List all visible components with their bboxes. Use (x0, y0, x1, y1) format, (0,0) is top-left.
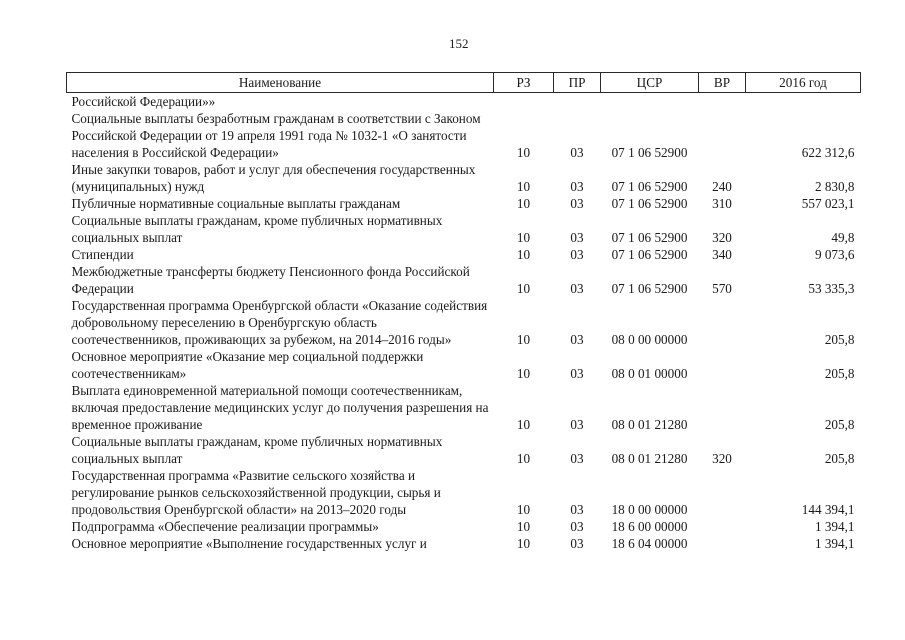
row-amount: 205,8 (824, 366, 855, 381)
table-row (67, 297, 861, 348)
row-csr: 07 1 06 52900 (611, 247, 688, 262)
row-name: Иные закупки товаров, работ и услуг для обеспечения государственных (муниципальных) нужд (71, 162, 476, 194)
row-rz (494, 93, 554, 111)
row-rz: 10 (516, 519, 531, 534)
table-row (67, 93, 861, 111)
row-rz: 10 (516, 366, 531, 381)
row-pr: 03 (570, 502, 584, 517)
row-csr: 07 1 06 52900 (611, 230, 688, 245)
row-amount: 205,8 (824, 451, 855, 466)
row-csr: 07 1 06 52900 (611, 179, 688, 194)
row-pr: 03 (570, 145, 584, 160)
row-csr: 07 1 06 52900 (611, 281, 688, 296)
row-pr: 03 (570, 196, 584, 211)
row-pr: 03 (570, 536, 584, 551)
page-number: 152 (449, 36, 469, 51)
row-rz: 10 (516, 417, 531, 432)
table-row (67, 535, 861, 552)
row-vr (699, 467, 746, 518)
row-name: Социальные выплаты гражданам, кроме публичных нормативных социальных выплат (71, 213, 443, 245)
row-vr: 340 (712, 247, 732, 262)
row-name: Подпрограмма «Обеспечение реализации программы» (71, 519, 379, 534)
row-pr: 03 (570, 281, 584, 296)
row-amount: 53 335,3 (808, 281, 855, 296)
row-csr: 18 6 04 00000 (611, 536, 688, 551)
row-pr: 03 (570, 519, 584, 534)
row-name: Публичные нормативные социальные выплаты гражданам (71, 196, 401, 211)
row-vr (699, 535, 746, 552)
row-name: Межбюджетные трансферты бюджету Пенсионного фонда Российской Федерации (71, 264, 470, 296)
table-row (67, 195, 861, 212)
row-csr: 07 1 06 52900 (611, 145, 688, 160)
header-pr: ПР (554, 73, 601, 93)
row-name: Стипендии (71, 247, 134, 262)
row-vr (699, 382, 746, 433)
row-amount: 557 023,1 (801, 196, 855, 211)
row-vr: 240 (712, 179, 732, 194)
row-pr: 03 (570, 417, 584, 432)
table-row (67, 110, 861, 161)
table-row (67, 212, 861, 246)
row-csr: 08 0 01 00000 (611, 366, 688, 381)
row-pr: 03 (570, 366, 584, 381)
header-vr: ВР (699, 73, 746, 93)
row-csr: 08 0 01 21280 (611, 417, 688, 432)
row-vr: 570 (712, 281, 732, 296)
table-row (67, 246, 861, 263)
row-pr: 03 (570, 247, 584, 262)
row-name: Государственная программа «Развитие сельского хозяйства и регулирование рынков сельскохозяйственной продукции, сырья и продовольствия Оренбургской области» на 2013–2020 годы (71, 468, 441, 517)
row-amount: 1 394,1 (814, 536, 855, 551)
row-amount: 2 830,8 (814, 179, 855, 194)
row-amount: 205,8 (824, 417, 855, 432)
row-csr: 18 6 00 00000 (611, 519, 688, 534)
row-pr: 03 (570, 230, 584, 245)
row-vr: 320 (712, 230, 732, 245)
row-rz: 10 (516, 536, 531, 551)
header-name: Наименование (67, 73, 494, 93)
row-rz: 10 (516, 230, 531, 245)
row-csr (601, 93, 699, 111)
row-csr: 08 0 00 00000 (611, 332, 688, 347)
table-row (67, 433, 861, 467)
row-csr: 08 0 01 21280 (611, 451, 688, 466)
row-vr (699, 518, 746, 535)
row-pr: 03 (570, 332, 584, 347)
row-rz: 10 (516, 196, 531, 211)
row-rz: 10 (516, 179, 531, 194)
row-vr (699, 110, 746, 161)
table-row (67, 518, 861, 535)
row-name: Выплата единовременной материальной помощи соотечественникам, включая предоставление медицинских услуг до получения разрешения на временное проживание (71, 383, 489, 432)
row-pr: 03 (570, 451, 584, 466)
row-rz: 10 (516, 145, 531, 160)
table-body (67, 93, 861, 553)
row-name: Социальные выплаты гражданам, кроме публичных нормативных социальных выплат (71, 434, 443, 466)
row-vr: 320 (712, 451, 732, 466)
row-pr: 03 (570, 179, 584, 194)
row-amount: 622 312,6 (801, 145, 855, 160)
row-rz: 10 (516, 281, 531, 296)
row-rz: 10 (516, 451, 531, 466)
row-name: Основное мероприятие «Оказание мер социальной поддержки соотечественникам» (71, 349, 424, 381)
row-csr: 18 0 00 00000 (611, 502, 688, 517)
row-amount: 9 073,6 (814, 247, 855, 262)
row-vr (699, 348, 746, 382)
row-rz: 10 (516, 502, 531, 517)
table-row (67, 161, 861, 195)
row-vr (699, 93, 746, 111)
row-amount (746, 93, 861, 111)
row-name: Российской Федерации»» (71, 94, 216, 109)
row-vr (699, 297, 746, 348)
row-amount: 1 394,1 (814, 519, 855, 534)
row-rz: 10 (516, 332, 531, 347)
header-year: 2016 год (746, 73, 861, 93)
header-csr: ЦСР (601, 73, 699, 93)
row-amount: 144 394,1 (801, 502, 855, 517)
row-name: Социальные выплаты безработным гражданам в соответствии с Законом Российской Федерации от 19 апреля 1991 года № 1032-1 «О занятости населения в Российской Федерации» (71, 111, 481, 160)
row-pr (554, 93, 601, 111)
row-vr: 310 (712, 196, 732, 211)
table-row (67, 263, 861, 297)
row-amount: 205,8 (824, 332, 855, 347)
table-header-row (67, 73, 861, 93)
table-row (67, 348, 861, 382)
row-csr: 07 1 06 52900 (611, 196, 688, 211)
row-name: Государственная программа Оренбургской области «Оказание содействия добровольному переселению в Оренбургскую область соотечественников, проживающих за рубежом, на 2014–2016 годы» (71, 298, 488, 347)
row-rz: 10 (516, 247, 531, 262)
row-name: Основное мероприятие «Выполнение государственных услуг и (71, 536, 427, 551)
header-rz: РЗ (494, 73, 554, 93)
budget-table (66, 72, 861, 552)
table-row (67, 382, 861, 433)
table-row (67, 467, 861, 518)
row-amount: 49,8 (831, 230, 855, 245)
